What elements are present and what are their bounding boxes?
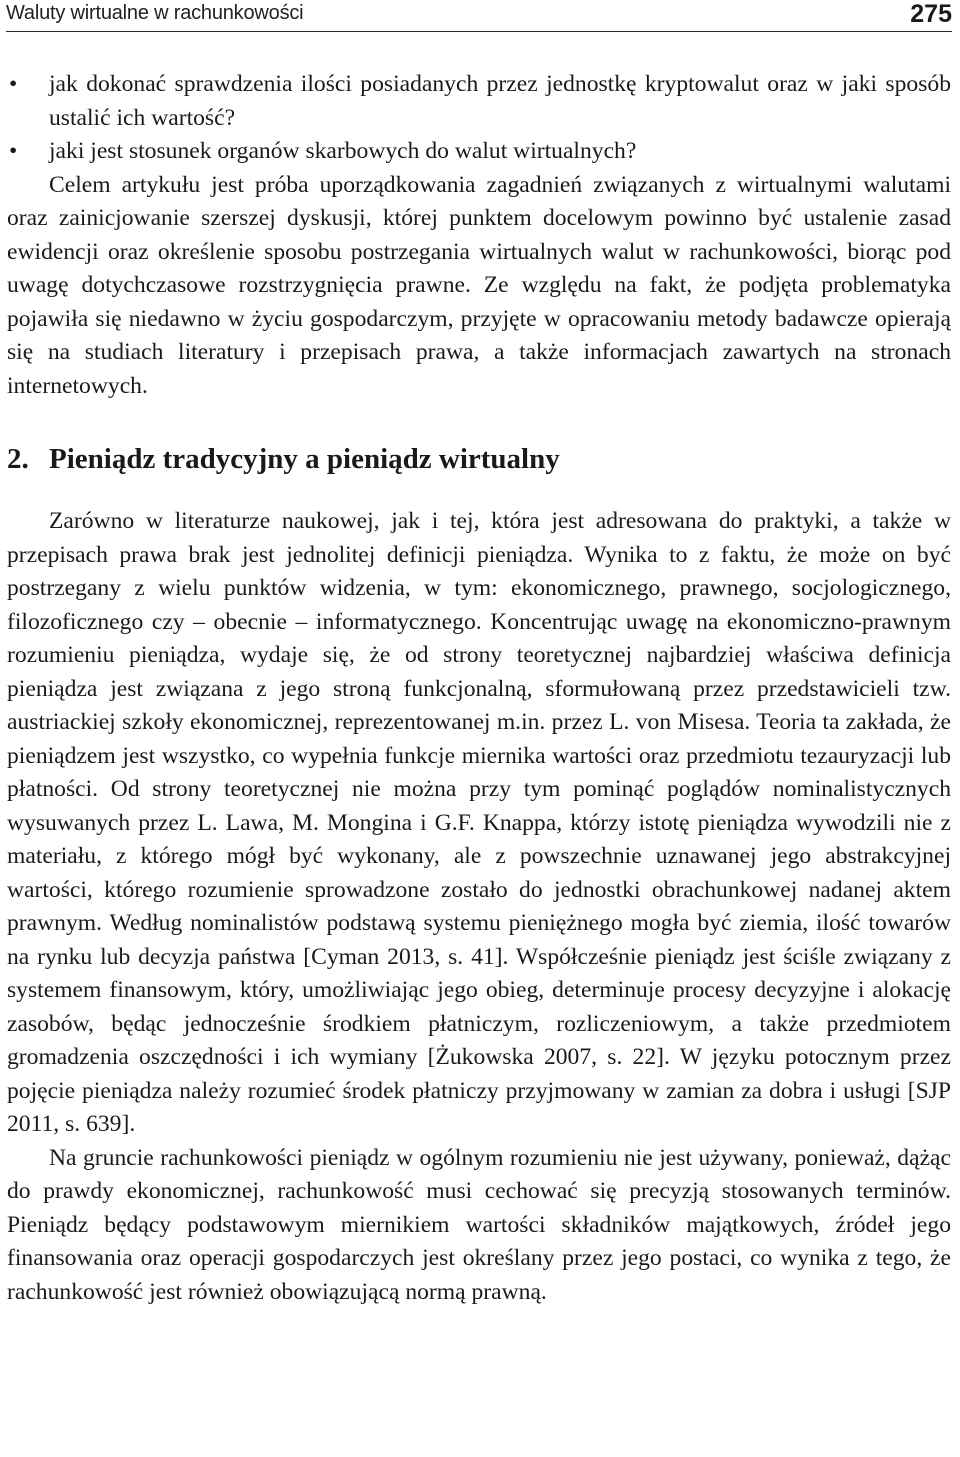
list-item-text: jak dokonać sprawdzenia ilości posiadanych przez jednostkę kryptowalut oraz w jaki sposób ustalić ich wartość? [49, 71, 951, 131]
section-heading [7, 439, 951, 479]
bullet-icon: • [9, 71, 18, 97]
body-text [7, 68, 951, 1309]
page-number: 275 [910, 0, 952, 28]
list-item [7, 68, 951, 135]
section-spacer [7, 479, 951, 505]
body-paragraph: Na gruncie rachunkowości pieniądz w ogólnym rozumieniu nie jest używany, ponieważ, dążąc do prawdy ekonomicznej, rachunkowość musi cechować się precyzją stosowanych terminów. Pieniądz będący podstawowym miernikiem wartości składników majątkowych, źródeł jego finansowania oraz operacji gospodarczych jest określany przez jego postaci, co wynika z tego, że rachunkowość jest również obowiązującą normą prawną. [7, 1144, 951, 1305]
bullet-icon: • [9, 138, 18, 164]
list-item [7, 135, 951, 169]
body-paragraph: Zarówno w literaturze naukowej, jak i tej, która jest adresowana do praktyki, a także w przepisach prawa brak jest jednolitej definicji pieniądza. Wynika to z faktu, że może on być postrzegany z wielu punktów widzenia, w tym: ekonomicznego, prawnego, socjologicznego, filozoficznego czy – obecnie – informatycznego. Koncentrując uwagę na ekonomiczno-prawnym rozumieniu pieniądza, wydaje się, że od strony teoretycznej najbardziej właściwa definicja pieniądza jest związana z jego stroną funkcjonalną, sformułowaną przez przedstawicieli tzw. austriackiej szkoły ekonomicznej, reprezentowanej m.in. przez L. von Misesa. Teoria ta zakłada, że pieniądzem jest wszystko, co wypełnia funkcje miernika wartości oraz przedmiotu tezauryzacji lub płatności. Od strony teoretycznej nie można przy tym pominąć poglądów nominalistycznych wysuwanych przez L. Lawa, M. Mongina i G.F. Knappa, którzy istotę pieniądza wywodzili nie z materiału, z którego mógł być wykonany, ale z powszechnie uznawanej jego abstrakcyjnej wartości, którego rozumienie sprowadzone zostało do jednostki obrachunkowej nadanej aktem prawnym. Według nominalistów podstawą systemu pieniężnego mogła być ziemia, ilość towarów na rynku lub decyzja państwa [Cyman 2013, s. 41]. Współcześnie pieniądz jest ściśle związany z systemem finansowym, który, umożliwiając jego obieg, determinuje procesy decyzyjne i alokację zasobów, będąc jednocześnie środkiem płatniczym, rozliczeniowym, a także przedmiotem gromadzenia oszczędności i ich wymiany [Żukowska 2007, s. 22]. W języku potocznym przez pojęcie pieniądza należy rozumieć środek płatniczy przyjmowany w zamian za dobra i usługi [SJP 2011, s. 639]. [7, 508, 951, 1137]
running-header [6, 0, 952, 32]
list-item-text: jaki jest stosunek organów skarbowych do walut wirtualnych? [49, 138, 637, 164]
intro-paragraph: Celem artykułu jest próba uporządkowania zagadnień związanych z wirtualnymi walutami oraz zainicjowanie szerszej dyskusji, której punktem docelowym powinno być ustalenie zasad ewidencji oraz określenie sposobu postrzegania wirtualnych walut w rachunkowości, biorąc pod uwagę dotychczasowe rozstrzygnięcia prawne. Ze względu na fakt, że podjęta problematyka pojawiła się niedawno w życiu gospodarczym, przyjęte w opracowaniu metody badawcze opierają się na studiach literatury i przepisach prawa, a także informacjach zawartych na stronach internetowych. [7, 171, 951, 399]
question-list [7, 68, 951, 169]
running-title: Waluty wirtualne w rachunkowości [6, 2, 304, 24]
section-title: Pieniądz tradycyjny a pieniądz wirtualny [49, 443, 560, 475]
section-number: 2. [7, 443, 29, 475]
